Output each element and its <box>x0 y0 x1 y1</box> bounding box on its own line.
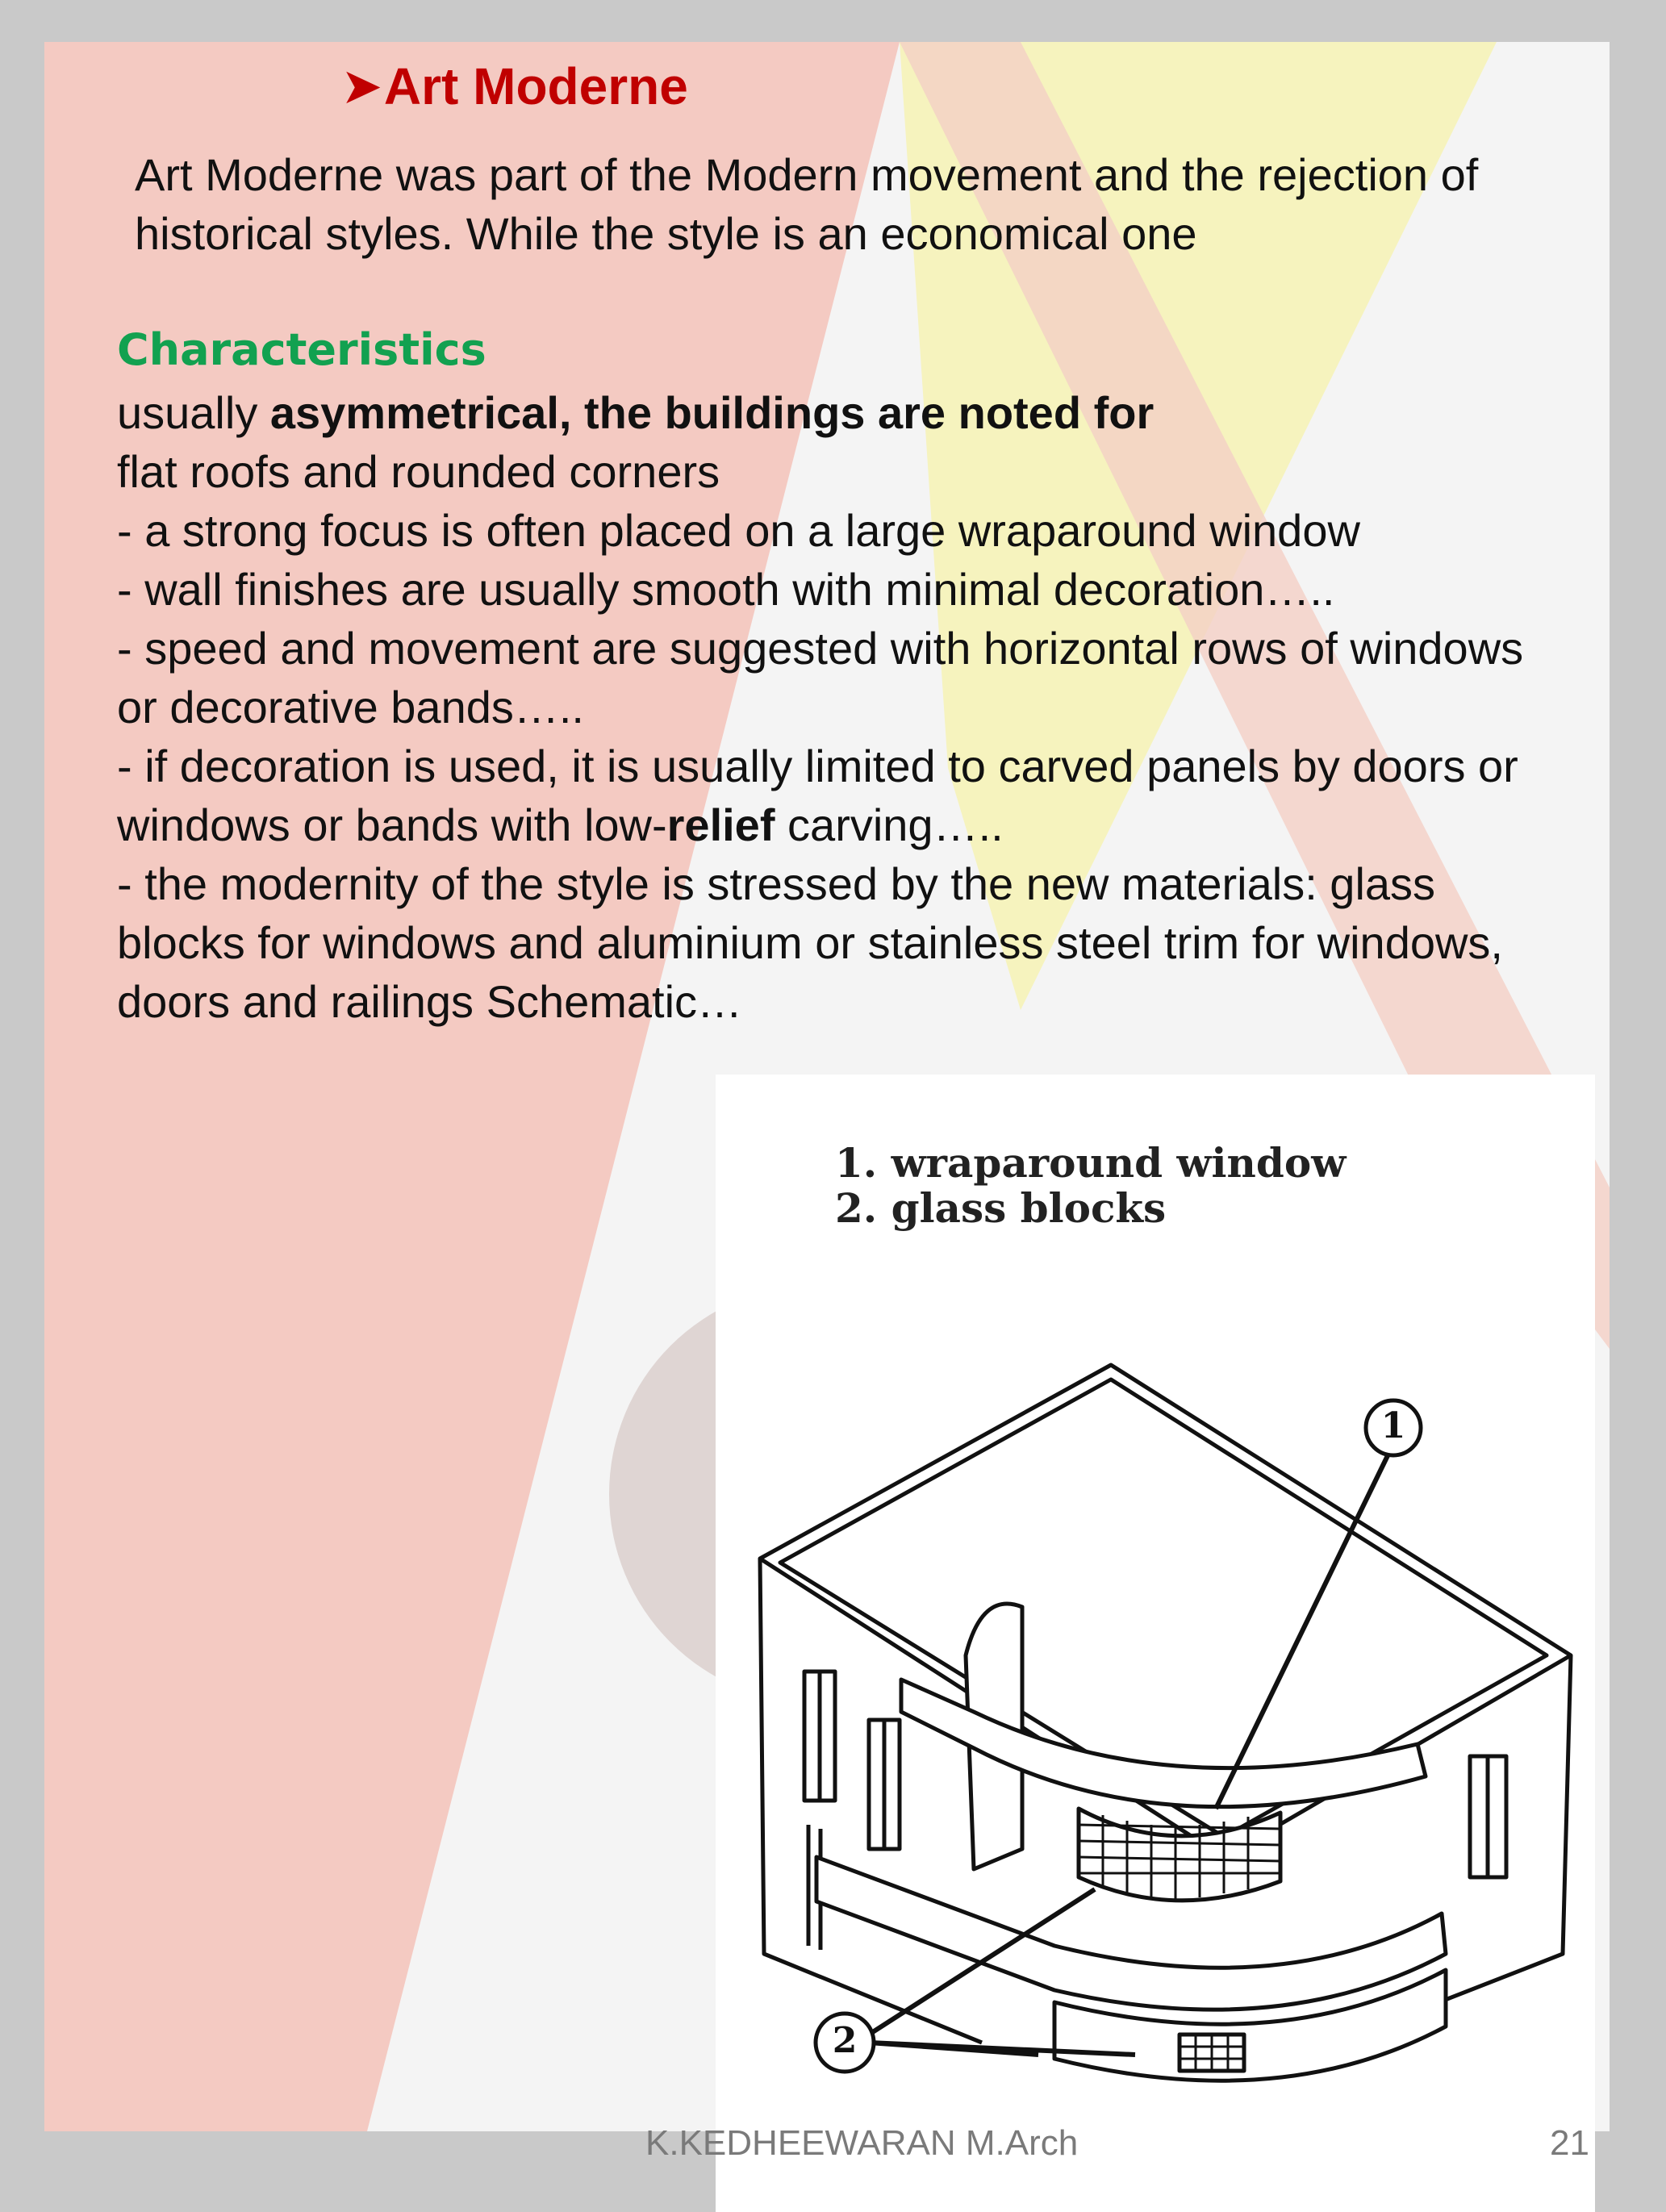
slide-title <box>343 56 688 116</box>
schematic-figure <box>716 1075 1595 2212</box>
intro-paragraph <box>135 145 1619 263</box>
callout-2-label: 2 <box>832 2020 858 2061</box>
slide-title-text: Art Moderne <box>383 57 688 115</box>
arrow-bullet-icon: ➤ <box>343 61 381 111</box>
text-line: usually asymmetrical, the buildings are noted for <box>117 387 1155 438</box>
page-number: 21 <box>1550 2123 1589 2163</box>
text-line: windows or bands with low-relief carving….. <box>117 799 1004 850</box>
text-line: - wall finishes are usually smooth with minimal decoration….. <box>117 564 1335 615</box>
characteristics-heading: Characteristics <box>117 324 486 375</box>
figure-label-2: 2. glass blocks <box>835 1184 1167 1232</box>
footer-author: K.KEDHEEWARAN M.Arch <box>645 2123 1079 2163</box>
text-line: - a strong focus is often placed on a large wraparound window <box>117 505 1360 556</box>
slide <box>44 42 1610 2163</box>
intro-line: Art Moderne was part of the Modern movement and the rejection of <box>135 149 1479 200</box>
text-line: or decorative bands….. <box>117 682 584 732</box>
callout-1-label: 1 <box>1380 1405 1406 1446</box>
text-line: doors and railings Schematic… <box>117 976 743 1027</box>
text-line: - the modernity of the style is stressed by the new materials: glass <box>117 858 1436 909</box>
text-line: blocks for windows and aluminium or stainless steel trim for windows, <box>117 917 1503 968</box>
figure-label-1: 1. wraparound window <box>835 1139 1347 1187</box>
text-line: - if decoration is used, it is usually limited to carved panels by doors or <box>117 741 1518 791</box>
text-line: flat roofs and rounded corners <box>117 446 720 497</box>
intro-line: historical styles. While the style is an economical one <box>135 208 1197 259</box>
characteristics-list <box>117 383 1666 1031</box>
text-line: - speed and movement are suggested with horizontal rows of windows <box>117 623 1524 674</box>
